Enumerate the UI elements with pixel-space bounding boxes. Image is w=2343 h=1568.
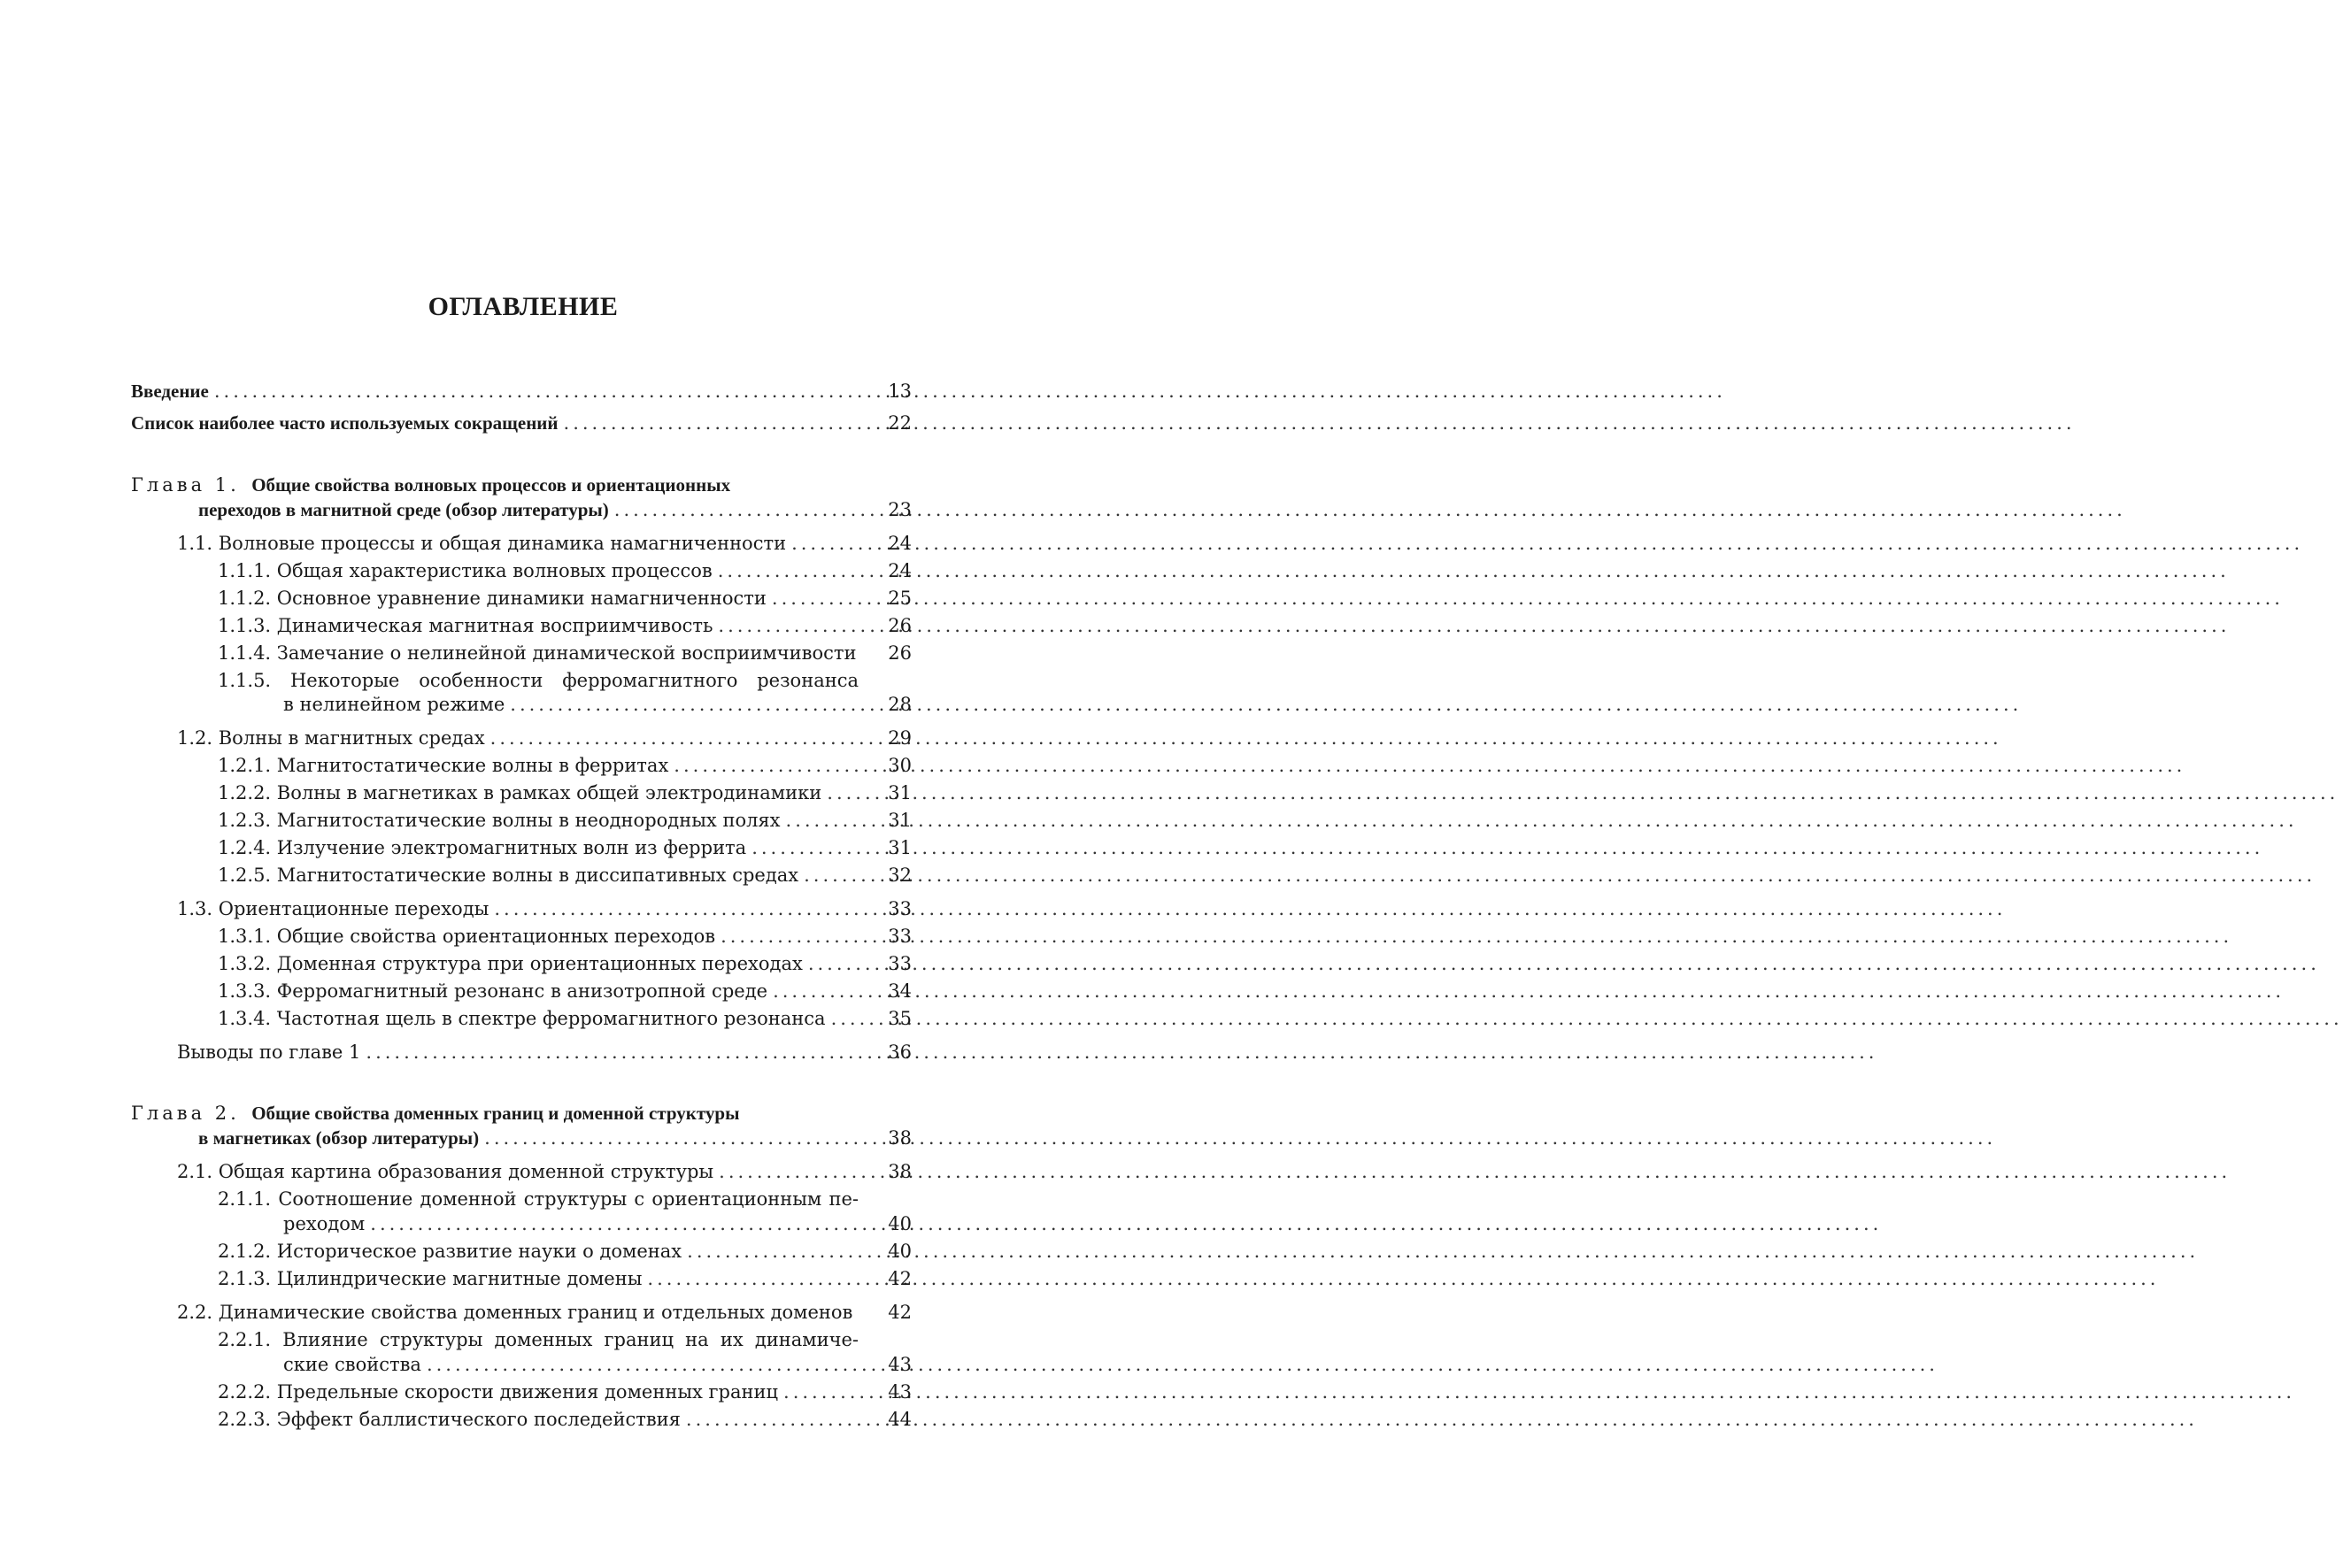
page-number: 34	[888, 980, 912, 1002]
chapter-prefix: Глава 2.	[131, 1103, 240, 1124]
page-number: 38	[888, 1127, 912, 1149]
entry-label: Выводы по главе 1	[177, 1041, 361, 1063]
entry-label: 1.3.2. Доменная структура при ориентационных переходах	[218, 953, 803, 974]
page-number: 36	[888, 1041, 912, 1063]
page-number: 22	[888, 412, 912, 434]
page-number: 42	[888, 1268, 912, 1289]
page-number: 43	[888, 1381, 912, 1403]
page-number: 26	[888, 642, 912, 664]
entry-label-line-1: 2.1.1. Соотношение доменной структуры с ориентационным пе-	[218, 1188, 859, 1210]
page-number: 25	[888, 588, 912, 609]
entry-label-line-2: ские свойства	[283, 1354, 421, 1375]
page-number: 32	[888, 865, 912, 886]
page-number: 42	[888, 1302, 912, 1323]
page-title: ОГЛАВЛЕНИЕ	[428, 292, 619, 321]
chapter-title-line-1: Общие свойства волновых процессов и ориентационных	[251, 474, 731, 496]
entry-label: 1.1.1. Общая характеристика волновых процессов	[218, 560, 713, 581]
entry-label: 2.2. Динамические свойства доменных границ и отдельных доменов	[177, 1302, 853, 1323]
entry-label: 1.2. Волны в магнитных средах	[177, 727, 485, 749]
page-number: 35	[888, 1008, 912, 1029]
page-number: 43	[888, 1354, 912, 1375]
entry-label: 1.2.4. Излучение электромагнитных волн из феррита	[218, 837, 747, 858]
page-number: 26	[888, 615, 912, 636]
entry-label: 1.3.3. Ферромагнитный резонанс в анизотропной среде	[218, 980, 768, 1002]
entry-label-line-1: 2.2.1. Влияние структуры доменных границ на их динамиче-	[218, 1329, 859, 1350]
entry-label: 1.3.1. Общие свойства ориентационных переходов	[218, 926, 716, 947]
entry-label: 2.2.2. Предельные скорости движения доменных границ	[218, 1381, 779, 1403]
chapter-title-line-2: переходов в магнитной среде (обзор литературы)	[198, 499, 609, 520]
page-number: 33	[888, 898, 912, 919]
entry-label: 1.2.2. Волны в магнетиках в рамках общей электродинамики	[218, 782, 822, 803]
page-number: 33	[888, 926, 912, 947]
entry-label: 2.2.3. Эффект баллистического последействия	[218, 1409, 681, 1430]
chapter-title-line-2: в магнетиках (обзор литературы)	[198, 1127, 480, 1149]
page-number: 23	[888, 499, 912, 520]
page-number: 31	[888, 782, 912, 803]
page-number: 40	[888, 1213, 912, 1234]
entry-label: 1.2.3. Магнитостатические волны в неоднородных полях	[218, 810, 781, 831]
page-number: 28	[888, 694, 912, 715]
entry-label: 2.1. Общая картина образования доменной структуры	[177, 1161, 714, 1182]
page-number: 13	[888, 380, 912, 402]
chapter-prefix: Глава 1.	[131, 474, 240, 496]
entry-label: 2.1.2. Историческое развитие науки о доменах	[218, 1241, 682, 1262]
page-number: 44	[888, 1409, 912, 1430]
page-number: 24	[888, 533, 912, 554]
page-number: 24	[888, 560, 912, 581]
page-number: 38	[888, 1161, 912, 1182]
entry-label: Список наиболее часто используемых сокращений	[131, 412, 559, 434]
page-number: 40	[888, 1241, 912, 1262]
entry-label-line-2: реходом	[283, 1213, 366, 1234]
entry-label: 1.2.1. Магнитостатические волны в ферритах	[218, 755, 669, 776]
page-number: 29	[888, 727, 912, 749]
page-number: 30	[888, 755, 912, 776]
chapter-title-line-1: Общие свойства доменных границ и доменной структуры	[251, 1103, 740, 1124]
entry-label: 2.1.3. Цилиндрические магнитные домены	[218, 1268, 643, 1289]
page-number: 33	[888, 953, 912, 974]
entry-label: 1.1. Волновые процессы и общая динамика намагниченности	[177, 533, 787, 554]
entry-label: Введение	[131, 380, 209, 402]
entry-label-line-2: в нелинейном режиме	[283, 694, 505, 715]
page-number: 31	[888, 837, 912, 858]
entry-label: 1.3.4. Частотная щель в спектре ферромагнитного резонанса	[218, 1008, 826, 1029]
entry-label: 1.2.5. Магнитостатические волны в диссипативных средах	[218, 865, 799, 886]
entry-label: 1.1.4. Замечание о нелинейной динамической восприимчивости	[218, 642, 857, 664]
entry-label: 1.1.2. Основное уравнение динамики намагниченности	[218, 588, 767, 609]
entry-label: 1.1.3. Динамическая магнитная восприимчивость	[218, 615, 713, 636]
entry-label-line-1: 1.1.5. Некоторые особенности ферромагнитного резонанса	[218, 670, 859, 691]
entry-label: 1.3. Ориентационные переходы	[177, 898, 489, 919]
page-number: 31	[888, 810, 912, 831]
